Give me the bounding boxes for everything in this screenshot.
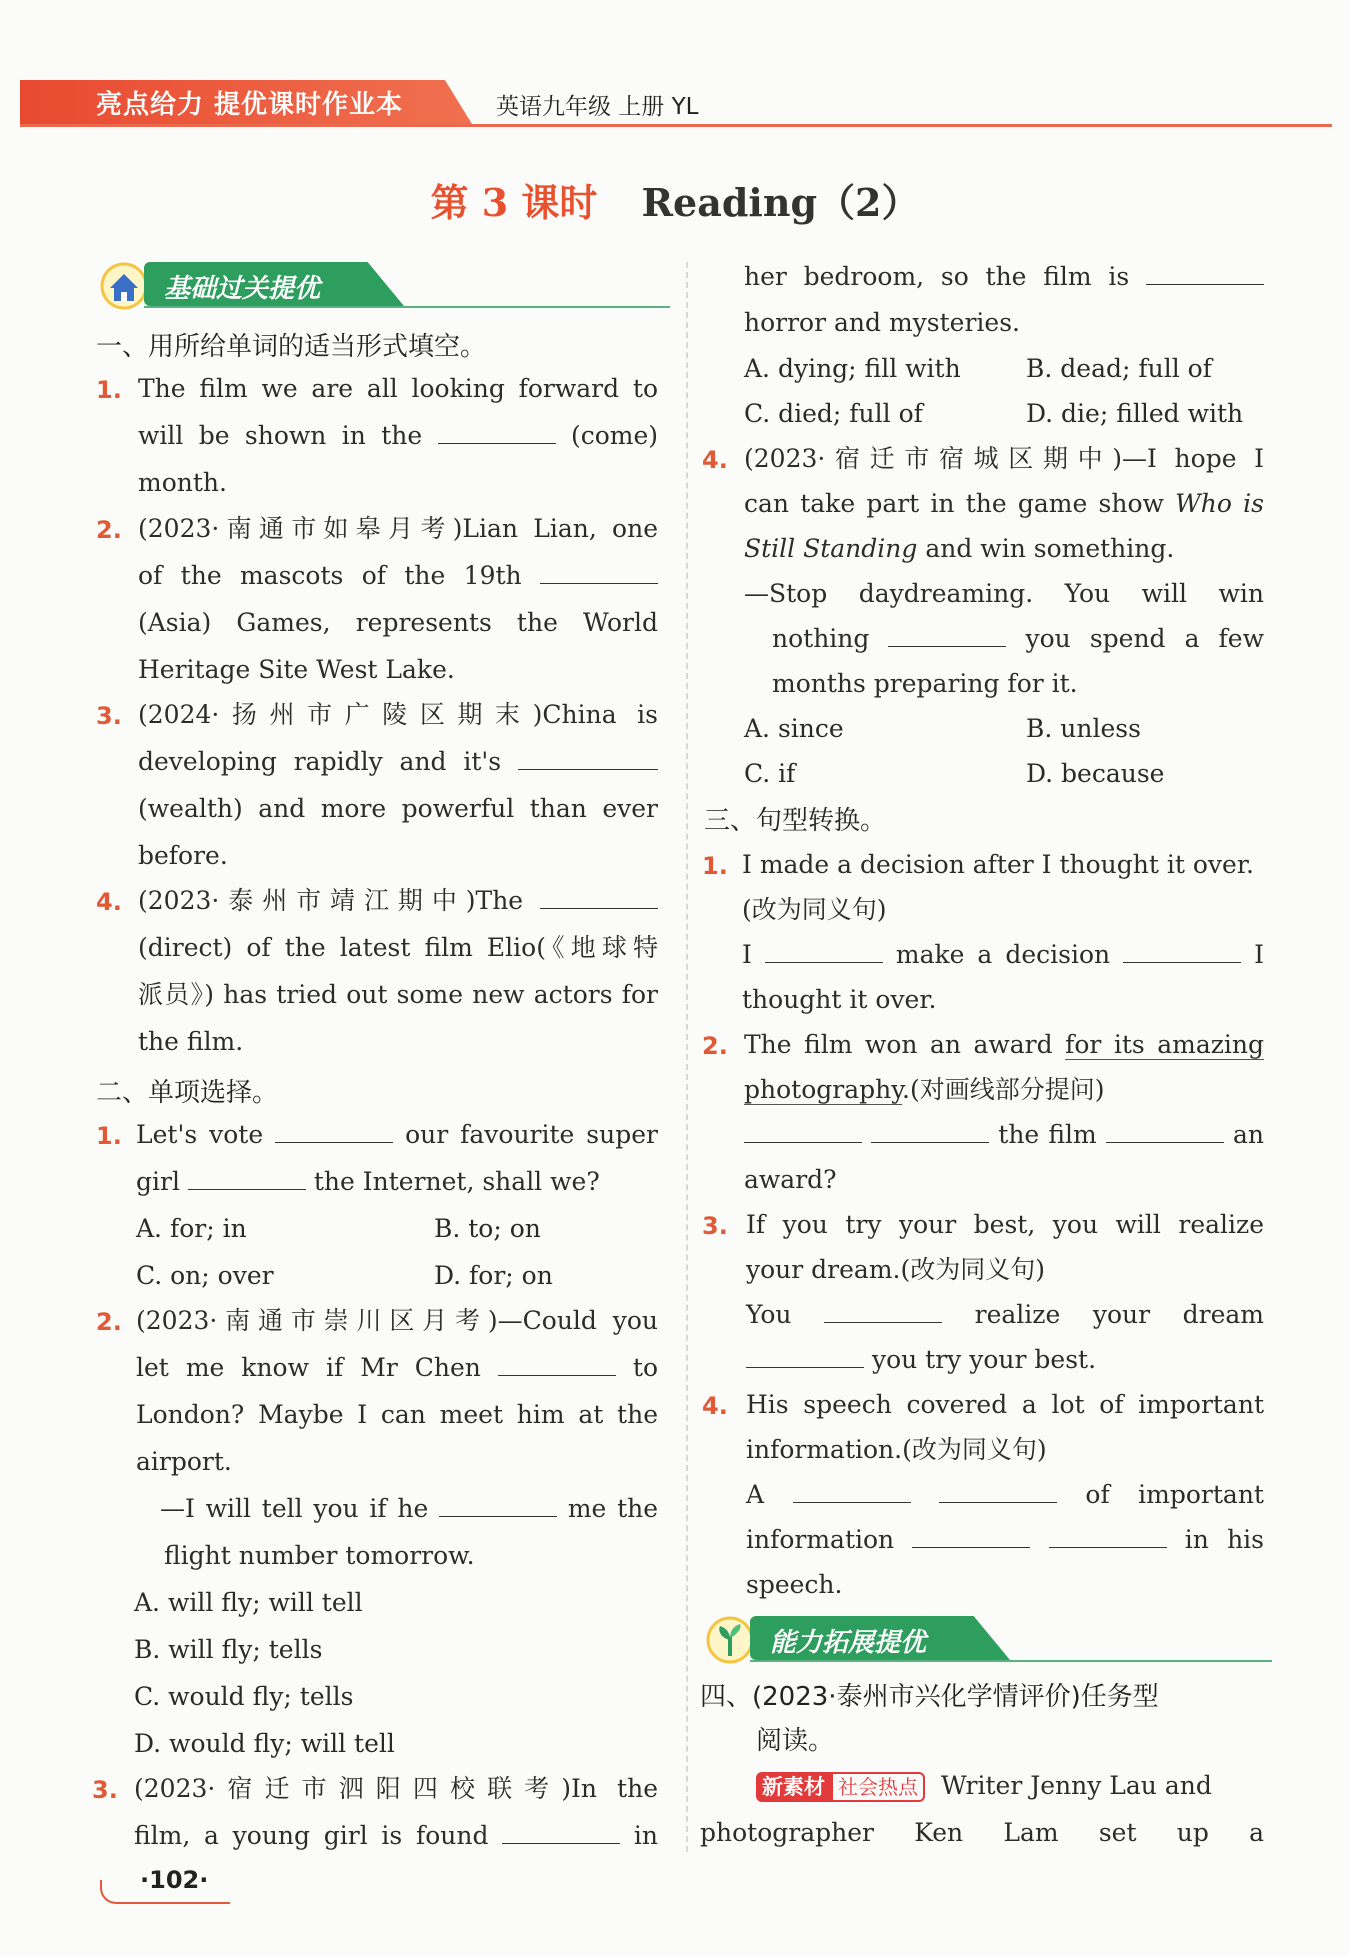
answer-blank[interactable]: [438, 419, 556, 444]
option-c[interactable]: C. on; over: [136, 1261, 274, 1290]
question-number: 1.: [96, 376, 122, 404]
question-number: 4.: [702, 1392, 728, 1420]
question-number: 3.: [92, 1776, 118, 1804]
q-line: (2023·宿迁市泗阳四校联考)In the: [134, 1774, 658, 1803]
q-line: Still Standing and win something.: [744, 534, 1175, 563]
answer-blank[interactable]: [439, 1492, 557, 1517]
q-line: (Asia) Games, represents the World: [138, 608, 658, 637]
answer-blank[interactable]: [793, 1478, 911, 1503]
question-number: 3.: [702, 1212, 728, 1240]
house-emblem-icon: [96, 256, 152, 312]
header-rule: [20, 124, 1332, 127]
q-line: I make a decision I: [742, 940, 1264, 969]
q-line: (2023·南通市崇川区月考)—Could you: [136, 1306, 658, 1335]
question-number: 2.: [702, 1032, 728, 1060]
question-number: 3.: [96, 702, 122, 730]
answer-blank[interactable]: [1049, 1523, 1167, 1548]
banner-label: 基础过关提优: [164, 274, 321, 304]
q-line: His speech covered a lot of important: [746, 1390, 1264, 1419]
q-line: (2024·扬州市广陵区期末)China is: [138, 700, 658, 729]
answer-blank[interactable]: [188, 1165, 306, 1190]
question-number: 2.: [96, 516, 122, 544]
q-line: can take part in the game show Who is: [744, 489, 1264, 518]
q-line: information.(改为同义句): [746, 1435, 1047, 1464]
q-line: (2023·泰州市靖江期中)The: [138, 882, 658, 919]
option-c[interactable]: C. died; full of: [744, 399, 923, 428]
option-a[interactable]: A. dying; fill with: [744, 354, 961, 383]
question-number: 2.: [96, 1308, 122, 1336]
option-c[interactable]: C. would fly; tells: [134, 1682, 354, 1711]
question-number: 1.: [702, 852, 728, 880]
q-line: you try your best.: [746, 1341, 1096, 1378]
answer-blank[interactable]: [1106, 1118, 1224, 1143]
page-number: ·102·: [140, 1866, 209, 1894]
q-line: speech.: [746, 1570, 843, 1599]
q-line: (2023·南通市如皋月考)Lian Lian, one: [138, 514, 658, 543]
option-d[interactable]: D. die; filled with: [1026, 399, 1244, 428]
answer-blank[interactable]: [540, 884, 658, 909]
answer-blank[interactable]: [275, 1118, 393, 1143]
answer-blank[interactable]: [502, 1819, 620, 1844]
q-line: If you try your best, you will realize: [746, 1210, 1264, 1239]
lesson-topic: Reading（2）: [641, 180, 920, 225]
lesson-number: 第 3 课时: [430, 180, 598, 225]
column-divider: [686, 262, 688, 1852]
option-b[interactable]: B. unless: [1026, 714, 1141, 743]
q-line: your dream.(改为同义句): [746, 1255, 1045, 1284]
answer-blank[interactable]: [912, 1523, 1030, 1548]
q-line: —Stop daydreaming. You will win: [744, 579, 1264, 608]
answer-blank[interactable]: [540, 559, 658, 584]
option-b[interactable]: B. dead; full of: [1026, 354, 1212, 383]
q-line: girl the Internet, shall we?: [136, 1167, 600, 1196]
option-d[interactable]: D. because: [1026, 759, 1165, 788]
option-d[interactable]: D. for; on: [434, 1261, 553, 1290]
answer-blank[interactable]: [939, 1478, 1057, 1503]
q-line: airport.: [136, 1447, 232, 1476]
question-number: 4.: [702, 446, 728, 474]
q-line: You realize your dream: [746, 1300, 1264, 1329]
section-4-title: 四、(2023·泰州市兴化学情评价)任务型: [700, 1682, 1159, 1712]
option-b[interactable]: B. will fly; tells: [134, 1635, 323, 1664]
new-material-tag: 新素材: [756, 1772, 831, 1802]
q-line: Heritage Site West Lake.: [138, 655, 455, 684]
q-line: nothing you spend a few: [772, 624, 1264, 653]
question-number: 4.: [96, 888, 122, 916]
q-line: her bedroom, so the film is: [744, 258, 1264, 295]
q-line: (direct) of the latest film Elio(《地球特: [138, 933, 658, 962]
sprout-emblem-icon: [702, 1610, 758, 1666]
hot-topic-tag: 社会热点: [831, 1772, 925, 1802]
section-4-title-cont: 阅读。: [756, 1726, 835, 1756]
question-number: 1.: [96, 1122, 122, 1150]
option-a[interactable]: A. for; in: [136, 1214, 247, 1243]
q-line: (2023·宿迁市宿城区期中)—I hope I: [744, 444, 1264, 473]
q-line: let me know if Mr Chen to: [136, 1353, 659, 1382]
banner-label: 能力拓展提优: [770, 1628, 927, 1658]
q-line: The film we are all looking forward to: [138, 374, 658, 403]
section-3-title: 三、句型转换。: [704, 806, 887, 836]
answer-blank[interactable]: [765, 938, 883, 963]
q-line: information in his: [746, 1525, 1264, 1554]
q-line: the film.: [138, 1027, 244, 1056]
q-line: (改为同义句): [742, 895, 887, 924]
book-info: 英语九年级 上册 YL: [496, 94, 699, 120]
passage-line: photographer Ken Lam set up a: [700, 1818, 1264, 1847]
q-line: thought it over.: [742, 985, 937, 1014]
answer-blank[interactable]: [498, 1351, 616, 1376]
answer-blank[interactable]: [744, 1118, 862, 1143]
q-line: flight number tomorrow.: [164, 1541, 475, 1570]
answer-blank[interactable]: [518, 745, 658, 770]
option-a[interactable]: A. since: [744, 714, 844, 743]
banner-extend: [702, 1616, 1272, 1662]
section-2-title: 二、单项选择。: [96, 1078, 279, 1108]
answer-blank[interactable]: [1146, 260, 1264, 285]
banner-line: [144, 306, 670, 308]
option-b[interactable]: B. to; on: [434, 1214, 541, 1243]
lesson-title: [0, 172, 1350, 227]
series-brand: 亮点给力 提优课时作业本: [96, 90, 404, 120]
q-line: London? Maybe I can meet him at the: [136, 1400, 658, 1429]
passage-line: 新素材 社会热点 Writer Jenny Lau and: [756, 1767, 1212, 1804]
q-line: 派员》) has tried out some new actors for: [138, 980, 658, 1009]
q-line: month.: [138, 468, 227, 497]
section-1-title: 一、用所给单词的适当形式填空。: [96, 332, 487, 362]
q-line: of the mascots of the 19th: [138, 557, 658, 594]
banner-basic: [96, 262, 670, 308]
answer-blank[interactable]: [1123, 938, 1241, 963]
answer-blank[interactable]: [888, 622, 1006, 647]
q-line: (wealth) and more powerful than ever: [138, 794, 658, 823]
option-c[interactable]: C. if: [744, 759, 796, 788]
answer-blank[interactable]: [871, 1118, 989, 1143]
answer-blank[interactable]: [824, 1298, 942, 1323]
banner-line: [750, 1660, 1272, 1662]
q-line: photography.(对画线部分提问): [744, 1075, 1105, 1104]
q-line: months preparing for it.: [772, 669, 1078, 698]
q-line: will be shown in the (come): [138, 421, 658, 450]
option-d[interactable]: D. would fly; will tell: [134, 1729, 395, 1758]
q-line: before.: [138, 841, 228, 870]
q-line: film, a young girl is found in: [134, 1821, 658, 1850]
q-line: horror and mysteries.: [744, 308, 1020, 337]
q-line: The film won an award for its amazing: [744, 1030, 1264, 1059]
q-line: A of important: [746, 1480, 1264, 1509]
answer-blank[interactable]: [746, 1343, 864, 1368]
q-line: I made a decision after I thought it over.: [742, 850, 1254, 879]
q-line: Let's vote our favourite super: [136, 1120, 658, 1149]
q-line: developing rapidly and it's: [138, 743, 658, 780]
option-a[interactable]: A. will fly; will tell: [134, 1588, 363, 1617]
q-line: award?: [744, 1165, 837, 1194]
q-line: the film an: [744, 1116, 1264, 1153]
q-line: —I will tell you if he me the: [160, 1494, 659, 1523]
